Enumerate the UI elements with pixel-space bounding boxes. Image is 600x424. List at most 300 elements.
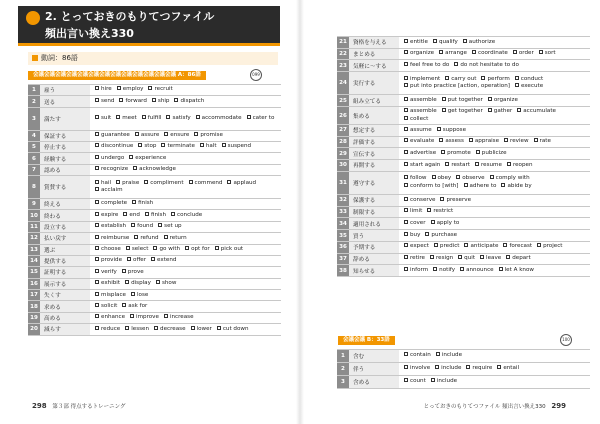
row-number: 6 bbox=[28, 153, 40, 164]
synonym-text: complete bbox=[101, 200, 128, 207]
synonym-item bbox=[466, 365, 492, 372]
synonym-item bbox=[132, 200, 153, 207]
synonym-text: choose bbox=[101, 245, 121, 252]
synonym-item bbox=[404, 183, 459, 190]
checkbox-icon[interactable] bbox=[164, 314, 168, 318]
checkbox-icon[interactable] bbox=[117, 86, 121, 90]
synonym-text: limit bbox=[410, 208, 423, 215]
synonym-item bbox=[127, 257, 146, 264]
checkbox-icon[interactable] bbox=[469, 138, 473, 142]
synonym-item bbox=[456, 175, 484, 182]
checkbox-icon[interactable] bbox=[454, 62, 458, 66]
synonym-text: send bbox=[101, 97, 115, 104]
synonym-text: employ bbox=[122, 86, 144, 93]
synonym-text: return bbox=[169, 234, 187, 241]
row-number: 5 bbox=[28, 141, 40, 152]
synonym-text: implement bbox=[410, 75, 441, 82]
row-number: 20 bbox=[28, 324, 40, 335]
synonym-text: put into practice [action, operation] bbox=[410, 83, 510, 90]
checkbox-icon[interactable] bbox=[442, 108, 446, 112]
checkbox-icon[interactable] bbox=[164, 235, 168, 239]
vocab-row bbox=[28, 312, 281, 323]
synonym-list bbox=[90, 198, 281, 209]
checkbox-icon[interactable] bbox=[503, 243, 507, 247]
synonym-text: end bbox=[129, 211, 140, 218]
checkbox-icon[interactable] bbox=[463, 39, 467, 43]
checkbox-icon[interactable] bbox=[404, 175, 408, 179]
checkbox-icon[interactable] bbox=[404, 62, 408, 66]
vocab-row bbox=[28, 233, 281, 244]
synonym-item bbox=[148, 86, 172, 93]
synonym-text: include bbox=[441, 365, 462, 372]
row-number: 11 bbox=[28, 221, 40, 232]
checkbox-icon[interactable] bbox=[95, 180, 99, 184]
synonym-list bbox=[90, 244, 281, 255]
checkbox-icon[interactable] bbox=[174, 98, 178, 102]
synonym-text: fulfill bbox=[147, 114, 162, 121]
checkbox-icon[interactable] bbox=[433, 267, 437, 271]
japanese-meaning: 想定する bbox=[349, 124, 399, 136]
synonym-item bbox=[164, 314, 194, 321]
checkbox-icon[interactable] bbox=[95, 269, 99, 273]
checkbox-icon[interactable] bbox=[95, 235, 99, 239]
checkbox-icon[interactable] bbox=[148, 86, 152, 90]
row-number: 30 bbox=[337, 160, 349, 172]
checkbox-icon[interactable] bbox=[95, 98, 99, 102]
checkbox-icon[interactable] bbox=[404, 378, 408, 382]
synonym-item bbox=[488, 108, 512, 115]
checkbox-icon[interactable] bbox=[166, 115, 170, 119]
checkbox-icon[interactable] bbox=[441, 150, 445, 154]
japanese-meaning: 賞賛する bbox=[40, 176, 90, 199]
synonym-list bbox=[399, 195, 590, 207]
synonym-item bbox=[436, 352, 462, 359]
synonym-text: conduct bbox=[520, 75, 544, 82]
synonym-text: increase bbox=[169, 314, 194, 321]
checkbox-icon[interactable] bbox=[196, 115, 200, 119]
checkbox-icon[interactable] bbox=[95, 223, 99, 227]
japanese-meaning: 集める bbox=[349, 107, 399, 125]
checkbox-icon[interactable] bbox=[513, 50, 517, 54]
japanese-meaning: 求める bbox=[40, 301, 90, 312]
checkbox-icon[interactable] bbox=[436, 352, 440, 356]
checkbox-icon[interactable] bbox=[534, 138, 538, 142]
synonym-item bbox=[404, 243, 429, 250]
synonym-list bbox=[90, 301, 281, 312]
synonym-item bbox=[537, 243, 562, 250]
synonym-item bbox=[404, 150, 436, 157]
checkbox-icon[interactable] bbox=[404, 138, 408, 142]
checkbox-icon[interactable] bbox=[475, 162, 479, 166]
synonym-item bbox=[138, 143, 156, 150]
synonym-list bbox=[90, 278, 281, 289]
checkbox-icon[interactable] bbox=[432, 175, 436, 179]
vocab-row bbox=[28, 85, 281, 96]
row-number: 4 bbox=[28, 130, 40, 141]
checkbox-icon[interactable] bbox=[138, 143, 142, 147]
synonym-item bbox=[404, 127, 432, 134]
checkbox-icon[interactable] bbox=[440, 197, 444, 201]
checkbox-icon[interactable] bbox=[404, 267, 408, 271]
checkbox-icon[interactable] bbox=[404, 352, 408, 356]
checkbox-icon[interactable] bbox=[164, 132, 168, 136]
synonym-list bbox=[399, 136, 590, 148]
japanese-meaning: 買う bbox=[349, 230, 399, 242]
checkbox-icon[interactable] bbox=[404, 162, 408, 166]
synonym-item bbox=[95, 143, 133, 150]
checkbox-icon[interactable] bbox=[425, 232, 429, 236]
vocab-row bbox=[337, 60, 590, 72]
checkbox-icon[interactable] bbox=[404, 220, 408, 224]
synonym-text: carry out bbox=[451, 75, 477, 82]
synonym-item bbox=[404, 62, 449, 69]
japanese-meaning: 選ぶ bbox=[40, 244, 90, 255]
vocab-row bbox=[337, 230, 590, 242]
synonym-text: pick out bbox=[220, 245, 244, 252]
checkbox-icon[interactable] bbox=[95, 86, 99, 90]
checkbox-icon[interactable] bbox=[433, 39, 437, 43]
checkbox-icon[interactable] bbox=[464, 183, 468, 187]
checkbox-icon[interactable] bbox=[430, 255, 434, 259]
synonym-text: promise bbox=[200, 132, 223, 139]
checkbox-icon[interactable] bbox=[507, 162, 511, 166]
checkbox-icon[interactable] bbox=[152, 98, 156, 102]
checkbox-icon[interactable] bbox=[490, 175, 494, 179]
checkbox-icon[interactable] bbox=[404, 232, 408, 236]
synonym-item bbox=[497, 365, 519, 372]
checkbox-icon[interactable] bbox=[439, 50, 443, 54]
synonym-item bbox=[156, 280, 176, 287]
synonym-list bbox=[399, 363, 590, 376]
vocab-row bbox=[337, 95, 590, 107]
checkbox-icon[interactable] bbox=[95, 143, 99, 147]
synonym-item bbox=[404, 208, 422, 215]
row-number: 16 bbox=[28, 278, 40, 289]
synonym-list bbox=[399, 206, 590, 218]
synonym-text: quit bbox=[464, 255, 476, 262]
checkbox-icon[interactable] bbox=[122, 303, 126, 307]
vocab-row bbox=[337, 376, 590, 389]
checkbox-icon[interactable] bbox=[431, 378, 435, 382]
checkbox-icon[interactable] bbox=[434, 243, 438, 247]
checkbox-icon[interactable] bbox=[95, 280, 99, 284]
checkbox-icon[interactable] bbox=[480, 255, 484, 259]
synonym-text: suspend bbox=[227, 143, 252, 150]
synonym-text: abide by bbox=[507, 182, 532, 189]
synonym-item bbox=[215, 246, 243, 253]
synonym-list bbox=[399, 124, 590, 136]
synonym-text: accumulate bbox=[523, 108, 556, 115]
checkbox-icon[interactable] bbox=[404, 76, 408, 80]
synonym-item bbox=[513, 50, 534, 57]
vocab-row bbox=[28, 290, 281, 301]
checkbox-icon[interactable] bbox=[132, 200, 136, 204]
checkbox-icon[interactable] bbox=[247, 115, 251, 119]
checkbox-icon[interactable] bbox=[464, 243, 468, 247]
row-number: 1 bbox=[337, 350, 349, 363]
synonym-item bbox=[189, 180, 223, 187]
checkbox-icon[interactable] bbox=[200, 143, 204, 147]
synonym-item bbox=[463, 39, 495, 46]
checkbox-icon[interactable] bbox=[95, 326, 99, 330]
synonym-text: improve bbox=[136, 314, 159, 321]
vocab-row bbox=[337, 241, 590, 253]
checkbox-icon[interactable] bbox=[217, 326, 221, 330]
checkbox-icon[interactable] bbox=[439, 138, 443, 142]
checkbox-icon[interactable] bbox=[404, 83, 408, 87]
synonym-item bbox=[122, 269, 144, 276]
row-number: 13 bbox=[28, 244, 40, 255]
checkbox-icon[interactable] bbox=[488, 108, 492, 112]
checkbox-icon[interactable] bbox=[515, 83, 519, 87]
checkbox-icon[interactable] bbox=[497, 365, 501, 369]
checkbox-icon[interactable] bbox=[427, 208, 431, 212]
vocab-row bbox=[28, 96, 281, 107]
synonym-text: commend bbox=[194, 179, 223, 186]
checkbox-icon[interactable] bbox=[435, 365, 439, 369]
synonym-item bbox=[539, 50, 556, 57]
checkbox-icon[interactable] bbox=[404, 108, 408, 112]
synonym-text: resign bbox=[435, 255, 454, 262]
checkbox-icon[interactable] bbox=[445, 162, 449, 166]
synonym-text: lower bbox=[196, 325, 212, 332]
checkbox-icon[interactable] bbox=[129, 155, 133, 159]
synonym-list bbox=[90, 324, 281, 335]
checkbox-icon[interactable] bbox=[445, 76, 449, 80]
synonym-item bbox=[95, 257, 122, 264]
checkbox-icon[interactable] bbox=[517, 108, 521, 112]
right-page bbox=[300, 0, 600, 424]
synonym-text: establish bbox=[101, 223, 127, 230]
checkbox-icon[interactable] bbox=[460, 267, 464, 271]
checkbox-icon[interactable] bbox=[499, 267, 503, 271]
synonym-list bbox=[90, 141, 281, 152]
japanese-meaning: 終わる bbox=[40, 210, 90, 221]
checkbox-icon[interactable] bbox=[95, 166, 99, 170]
checkbox-icon[interactable] bbox=[437, 127, 441, 131]
square-bullet-icon bbox=[32, 55, 38, 61]
checkbox-icon[interactable] bbox=[151, 257, 155, 261]
synonym-text: preserve bbox=[446, 196, 472, 203]
checkbox-icon[interactable] bbox=[142, 115, 146, 119]
checkbox-icon[interactable] bbox=[539, 50, 543, 54]
synonym-text: get together bbox=[447, 108, 483, 115]
checkbox-icon[interactable] bbox=[501, 183, 505, 187]
synonym-text: perform bbox=[487, 75, 510, 82]
vocab-row bbox=[337, 72, 590, 95]
synonym-text: opt for bbox=[191, 245, 210, 252]
checkbox-icon[interactable] bbox=[125, 280, 129, 284]
synonym-item bbox=[431, 220, 460, 227]
synonym-text: dispatch bbox=[180, 97, 205, 104]
synonym-item bbox=[194, 132, 223, 139]
checkbox-icon[interactable] bbox=[116, 180, 120, 184]
synonym-item bbox=[480, 255, 501, 262]
checkbox-icon[interactable] bbox=[185, 246, 189, 250]
checkbox-icon[interactable] bbox=[404, 183, 408, 187]
synonym-list bbox=[90, 221, 281, 232]
synonym-text: depart bbox=[512, 255, 531, 262]
checkbox-icon[interactable] bbox=[95, 292, 99, 296]
checkbox-icon[interactable] bbox=[127, 257, 131, 261]
checkbox-icon[interactable] bbox=[134, 235, 138, 239]
synonym-text: select bbox=[131, 245, 149, 252]
synonym-text: collect bbox=[410, 115, 429, 122]
vocab-row bbox=[337, 253, 590, 265]
synonym-text: ensure bbox=[170, 132, 190, 139]
checkbox-icon[interactable] bbox=[145, 212, 149, 216]
checkbox-icon[interactable] bbox=[537, 243, 541, 247]
checkbox-icon[interactable] bbox=[161, 143, 165, 147]
checkbox-icon[interactable] bbox=[404, 116, 408, 120]
synonym-text: restrict bbox=[433, 208, 454, 215]
synonym-item bbox=[404, 232, 420, 239]
checkbox-icon[interactable] bbox=[506, 255, 510, 259]
checkbox-icon[interactable] bbox=[95, 257, 99, 261]
checkbox-icon[interactable] bbox=[95, 303, 99, 307]
checkbox-icon[interactable] bbox=[95, 132, 99, 136]
checkbox-icon[interactable] bbox=[404, 208, 408, 212]
checkbox-icon[interactable] bbox=[466, 365, 470, 369]
checkbox-icon[interactable] bbox=[95, 187, 99, 191]
synonym-item bbox=[433, 267, 455, 274]
row-number: 9 bbox=[28, 198, 40, 209]
synonym-text: inform bbox=[410, 266, 429, 273]
checkbox-icon[interactable] bbox=[404, 150, 408, 154]
checkbox-icon[interactable] bbox=[488, 97, 492, 101]
synonym-item bbox=[404, 162, 440, 169]
checkbox-icon[interactable] bbox=[156, 280, 160, 284]
checkbox-icon[interactable] bbox=[131, 292, 135, 296]
synonym-text: rate bbox=[539, 138, 551, 145]
vocab-row bbox=[28, 267, 281, 278]
checkbox-icon[interactable] bbox=[130, 314, 134, 318]
checkbox-icon[interactable] bbox=[116, 115, 120, 119]
checkbox-icon[interactable] bbox=[95, 314, 99, 318]
synonym-text: applaud bbox=[233, 179, 257, 186]
checkbox-icon[interactable] bbox=[456, 175, 460, 179]
checkbox-icon[interactable] bbox=[135, 132, 139, 136]
checkbox-icon[interactable] bbox=[144, 180, 148, 184]
synonym-item bbox=[432, 175, 452, 182]
synonym-item bbox=[501, 183, 531, 190]
checkbox-icon[interactable] bbox=[458, 255, 462, 259]
checkbox-icon[interactable] bbox=[194, 132, 198, 136]
synonym-item bbox=[475, 162, 502, 169]
checkbox-icon[interactable] bbox=[515, 76, 519, 80]
row-number: 27 bbox=[337, 124, 349, 136]
synonym-item bbox=[507, 162, 533, 169]
checkbox-icon[interactable] bbox=[504, 138, 508, 142]
synonym-item bbox=[503, 243, 532, 250]
row-number: 2 bbox=[28, 96, 40, 107]
checkbox-icon[interactable] bbox=[123, 212, 127, 216]
checkbox-icon[interactable] bbox=[154, 326, 158, 330]
synonym-item bbox=[95, 280, 120, 287]
checkbox-icon[interactable] bbox=[153, 246, 157, 250]
checkbox-icon[interactable] bbox=[227, 180, 231, 184]
vocab-row bbox=[337, 107, 590, 125]
checkbox-icon[interactable] bbox=[126, 246, 130, 250]
vocab-row bbox=[28, 278, 281, 289]
synonym-list bbox=[399, 60, 590, 72]
synonym-item bbox=[439, 138, 464, 145]
vocab-row bbox=[28, 221, 281, 232]
checkbox-icon[interactable] bbox=[404, 243, 408, 247]
checkbox-icon[interactable] bbox=[119, 98, 123, 102]
synonym-text: apply to bbox=[436, 220, 460, 227]
checkbox-icon[interactable] bbox=[95, 200, 99, 204]
synonym-text: order bbox=[518, 50, 534, 57]
checkbox-icon[interactable] bbox=[404, 97, 408, 101]
checkbox-icon[interactable] bbox=[95, 155, 99, 159]
checkbox-icon[interactable] bbox=[158, 223, 162, 227]
checkbox-icon[interactable] bbox=[481, 76, 485, 80]
synonym-text: discontinue bbox=[101, 143, 134, 150]
checkbox-icon[interactable] bbox=[431, 220, 435, 224]
checkbox-icon[interactable] bbox=[191, 326, 195, 330]
vocab-table-right bbox=[337, 36, 590, 277]
japanese-meaning: 認める bbox=[40, 164, 90, 175]
checkbox-icon[interactable] bbox=[404, 197, 408, 201]
synonym-text: forecast bbox=[509, 243, 533, 250]
checkbox-icon[interactable] bbox=[472, 50, 476, 54]
checkbox-icon[interactable] bbox=[171, 212, 175, 216]
synonym-text: ship bbox=[157, 97, 170, 104]
synonym-text: accommodate bbox=[201, 114, 242, 121]
synonym-text: display bbox=[131, 280, 151, 287]
synonym-list bbox=[399, 160, 590, 172]
checkbox-icon[interactable] bbox=[404, 127, 408, 131]
checkbox-icon[interactable] bbox=[222, 143, 226, 147]
row-number: 3 bbox=[337, 376, 349, 389]
checkbox-icon[interactable] bbox=[95, 246, 99, 250]
japanese-meaning: 資格を与える bbox=[349, 37, 399, 49]
checkbox-icon[interactable] bbox=[404, 365, 408, 369]
vocab-row bbox=[337, 171, 590, 194]
synonym-text: let A know bbox=[504, 266, 534, 273]
checkbox-icon[interactable] bbox=[125, 326, 129, 330]
checkbox-icon[interactable] bbox=[95, 115, 99, 119]
synonym-text: contain bbox=[410, 352, 431, 359]
checkbox-icon[interactable] bbox=[476, 150, 480, 154]
vocab-row bbox=[337, 350, 590, 363]
japanese-meaning: 評価する bbox=[349, 136, 399, 148]
checkbox-icon[interactable] bbox=[404, 50, 408, 54]
checkbox-icon[interactable] bbox=[442, 97, 446, 101]
synonym-list bbox=[399, 218, 590, 230]
checkbox-icon[interactable] bbox=[189, 180, 193, 184]
checkbox-icon[interactable] bbox=[133, 166, 137, 170]
japanese-meaning: 証明する bbox=[40, 267, 90, 278]
checkbox-icon[interactable] bbox=[404, 255, 408, 259]
synonym-item bbox=[95, 132, 130, 139]
synonym-item bbox=[441, 150, 471, 157]
synonym-text: cover bbox=[410, 220, 426, 227]
synonym-item bbox=[95, 326, 120, 333]
checkbox-icon[interactable] bbox=[404, 39, 408, 43]
row-number: 37 bbox=[337, 253, 349, 265]
checkbox-icon[interactable] bbox=[122, 269, 126, 273]
synonym-item bbox=[134, 235, 158, 242]
checkbox-icon[interactable] bbox=[215, 246, 219, 250]
checkbox-icon[interactable] bbox=[131, 223, 135, 227]
synonym-item bbox=[488, 97, 518, 104]
checkbox-icon[interactable] bbox=[95, 212, 99, 216]
vocab-row bbox=[28, 130, 281, 141]
synonym-item bbox=[445, 76, 476, 83]
vocab-row bbox=[337, 265, 590, 277]
